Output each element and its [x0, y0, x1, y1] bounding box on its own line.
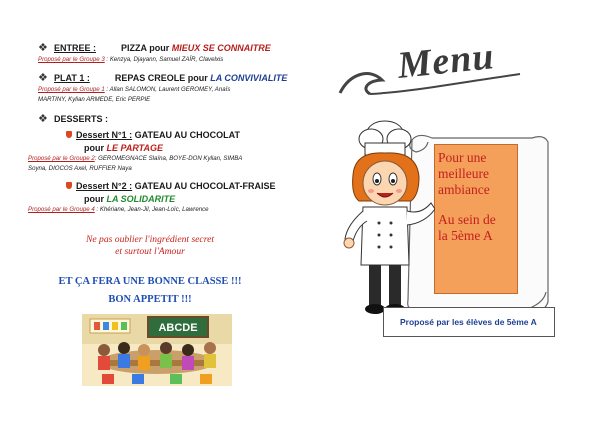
menu-title: Menu — [395, 35, 497, 88]
desserts-label: DESSERTS : — [54, 114, 109, 124]
entree-theme: MIEUX SE CONNAITRE — [171, 43, 271, 53]
diamond-bullet-icon: ❖ — [38, 72, 48, 84]
dessert2-theme-line: pour LA SOLIDARITE — [84, 194, 176, 204]
entree-dish: PIZZA pour — [121, 43, 172, 53]
plat-proposed: Proposé par le Groupe 1 : Allan SALOMON, Laurent GEROMEY, Anaïs MARTINY, Kylian ARMEDE, Eric PERPIE — [38, 86, 231, 103]
plat-label: PLAT 1 : — [54, 73, 90, 83]
dessert1-proposed: Proposé par le Groupe 2: GEROMEGNACE Slaïna, BOYE-DON Kylian, SIMBA Soyna, DIOCOS Axel, RUFFIER Naya — [28, 155, 243, 172]
entree-label: ENTREE : — [54, 43, 97, 53]
board-text: ABCDE — [158, 322, 198, 334]
footer-text: Proposé par les élèves de 5ème A — [400, 317, 537, 327]
dessert1-theme-line: pour LE PARTAGE — [84, 143, 164, 153]
secret-note: Ne pas oublier l'ingrédient secret et surtout l'Amour — [86, 234, 214, 257]
diamond-bullet-icon: ❖ — [38, 113, 48, 125]
dessert1-line: Dessert N°1 : GATEAU AU CHOCOLAT — [66, 130, 240, 140]
plat-dish: REPAS CREOLE pour — [114, 73, 211, 83]
dessert2-proposed: Proposé par le Groupe 4 : Khériane, Jean-Jil, Jean-Loïc, Lawrence — [28, 206, 209, 213]
closing-line-1: ET ÇA FERA UNE BONNE CLASSE !!! — [58, 276, 242, 287]
dessert2-line: Dessert N°2 : GATEAU AU CHOCOLAT-FRAISE — [66, 181, 275, 191]
entree-line — [54, 43, 271, 53]
plat-theme: LA CONVIVIALITE — [210, 73, 288, 83]
entree-proposed: Proposé par le Groupe 3 : Kenzya, Djayann, Samuel ZAÏR, Clavelxis — [38, 56, 224, 63]
plat-line — [54, 73, 287, 83]
chef-illustration — [335, 115, 435, 320]
dessert-icon — [66, 131, 72, 138]
dessert-icon — [66, 182, 72, 189]
diamond-bullet-icon: ❖ — [38, 42, 48, 54]
closing-line-2: BON APPETIT !!! — [108, 294, 192, 305]
motto-text: Pour une meilleure ambiance Au sein de la 5ème A — [438, 150, 496, 243]
classroom-illustration — [82, 314, 232, 386]
